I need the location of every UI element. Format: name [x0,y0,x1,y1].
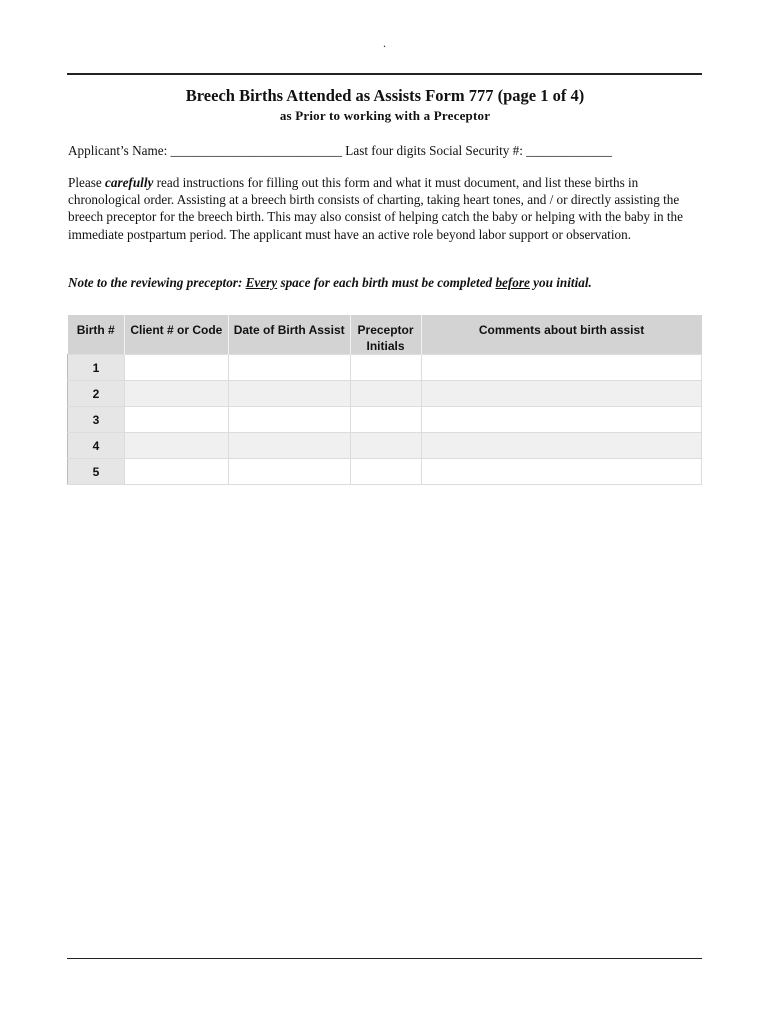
instructions-start: Please [68,175,105,190]
applicant-name-label: Applicant’s Name: [68,143,168,158]
table-row [68,459,702,485]
initials-cell[interactable] [350,381,421,407]
header-birth-number: Birth # [68,315,125,355]
applicant-name-field[interactable]: __________________________ [170,143,342,158]
note-text-1: Note to the reviewing preceptor: [68,275,246,290]
table-row [68,433,702,459]
initials-cell[interactable] [350,407,421,433]
table-row [68,355,702,381]
initials-cell[interactable] [350,355,421,381]
comments-cell[interactable] [421,381,701,407]
bottom-divider [67,958,702,959]
initials-cell[interactable] [350,433,421,459]
note-every: Every [245,275,278,290]
instructions-emphasis: carefully [105,175,154,190]
client-code-cell[interactable] [124,433,228,459]
comments-cell[interactable] [421,433,701,459]
birth-number: 5 [68,459,125,485]
header-client-code: Client # or Code [124,315,228,355]
top-divider [67,73,702,75]
comments-cell[interactable] [421,459,701,485]
date-cell[interactable] [228,355,350,381]
instructions-body: read instructions for filling out this form and what it must document, and list these births in chronological order. Assisting at a breech birth consists of charting, taking heart tones, and / or directly assisting the breech preceptor for the breech birth. This may also consist of helping catch the baby or helping with the baby in the immediate postpartum period. The applicant must have an active role beyond labor support or observation. [68,175,683,242]
header-comments: Comments about birth assist [421,315,701,355]
form-subtitle: as Prior to working with a Preceptor [279,108,491,123]
client-code-cell[interactable] [124,407,228,433]
client-code-cell[interactable] [124,459,228,485]
form-title: Breech Births Attended as Assists Form 777 (page 1 of 4) [185,86,585,105]
client-code-cell[interactable] [124,381,228,407]
header-mark: . [383,36,386,50]
table-header-row [68,315,702,355]
table-row [68,381,702,407]
header-date-of-birth-assist: Date of Birth Assist [228,315,350,355]
ssn-field[interactable]: _____________ [526,143,612,158]
initials-cell[interactable] [350,459,421,485]
birth-number: 2 [68,381,125,407]
birth-number: 4 [68,433,125,459]
table-row [68,407,702,433]
date-cell[interactable] [228,433,350,459]
note-text-3: you initial. [529,275,592,290]
date-cell[interactable] [228,381,350,407]
note-text-2: space for each birth must be completed [277,275,496,290]
header-preceptor-initials: Preceptor Initials [350,315,421,355]
client-code-cell[interactable] [124,355,228,381]
note-before: before [495,275,530,290]
comments-cell[interactable] [421,355,701,381]
applicant-line [68,143,708,159]
date-cell[interactable] [228,407,350,433]
birth-assist-table [67,315,702,485]
date-cell[interactable] [228,459,350,485]
comments-cell[interactable] [421,407,701,433]
preceptor-note [68,275,704,291]
instructions-paragraph [68,174,704,243]
birth-number: 3 [68,407,125,433]
birth-number: 1 [68,355,125,381]
ssn-label: Last four digits Social Security #: [345,143,523,158]
